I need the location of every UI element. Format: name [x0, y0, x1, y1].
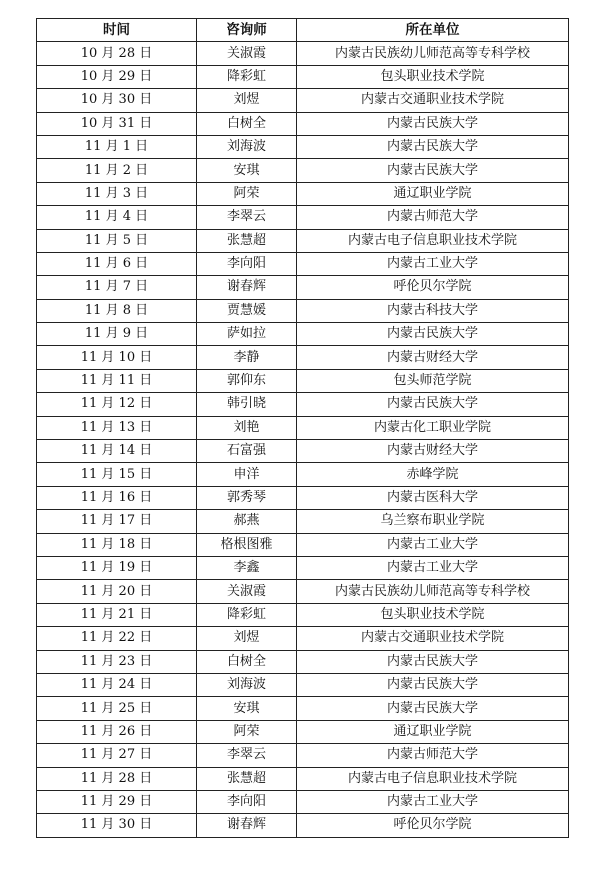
cell-organization: 乌兰察布职业学院: [297, 510, 569, 533]
cell-date: 11 月 8 日: [37, 299, 197, 322]
cell-organization: 内蒙古师范大学: [297, 206, 569, 229]
cell-date: 11 月 3 日: [37, 182, 197, 205]
cell-date: 11 月 25 日: [37, 697, 197, 720]
cell-counselor: 刘海波: [197, 135, 297, 158]
cell-counselor: 郭仰东: [197, 369, 297, 392]
cell-organization: 内蒙古财经大学: [297, 440, 569, 463]
cell-counselor: 郭秀琴: [197, 486, 297, 509]
cell-organization: 内蒙古工业大学: [297, 252, 569, 275]
cell-date: 11 月 12 日: [37, 393, 197, 416]
cell-organization: 呼伦贝尔学院: [297, 276, 569, 299]
cell-counselor: 阿荣: [197, 182, 297, 205]
cell-date: 11 月 17 日: [37, 510, 197, 533]
table-row: [37, 416, 569, 439]
cell-date: 11 月 30 日: [37, 814, 197, 837]
cell-organization: 呼伦贝尔学院: [297, 814, 569, 837]
table-row: [37, 112, 569, 135]
cell-organization: 内蒙古民族大学: [297, 650, 569, 673]
cell-counselor: 格根图雅: [197, 533, 297, 556]
cell-counselor: 萨如拉: [197, 323, 297, 346]
cell-organization: 内蒙古交通职业技术学院: [297, 89, 569, 112]
cell-counselor: 贾慧媛: [197, 299, 297, 322]
table-row: [37, 720, 569, 743]
table-row: [37, 182, 569, 205]
cell-date: 11 月 22 日: [37, 627, 197, 650]
table-row: [37, 533, 569, 556]
cell-organization: 内蒙古财经大学: [297, 346, 569, 369]
cell-organization: 内蒙古民族大学: [297, 135, 569, 158]
cell-counselor: 降彩虹: [197, 65, 297, 88]
schedule-table: [36, 18, 569, 838]
cell-counselor: 李翠云: [197, 206, 297, 229]
cell-organization: 内蒙古民族大学: [297, 159, 569, 182]
cell-date: 11 月 23 日: [37, 650, 197, 673]
cell-counselor: 安琪: [197, 159, 297, 182]
table-row: [37, 440, 569, 463]
table-row: [37, 463, 569, 486]
cell-counselor: 刘煜: [197, 627, 297, 650]
table-row: [37, 206, 569, 229]
cell-organization: 内蒙古交通职业技术学院: [297, 627, 569, 650]
cell-counselor: 降彩虹: [197, 603, 297, 626]
cell-counselor: 刘煜: [197, 89, 297, 112]
cell-counselor: 李向阳: [197, 252, 297, 275]
table-row: [37, 510, 569, 533]
table-row: [37, 346, 569, 369]
cell-organization: 内蒙古工业大学: [297, 790, 569, 813]
schedule-table-container: [36, 18, 568, 838]
cell-date: 10 月 28 日: [37, 42, 197, 65]
cell-counselor: 刘海波: [197, 673, 297, 696]
cell-organization: 内蒙古化工职业学院: [297, 416, 569, 439]
cell-date: 11 月 10 日: [37, 346, 197, 369]
cell-counselor: 李鑫: [197, 556, 297, 579]
table-row: [37, 814, 569, 837]
cell-date: 11 月 14 日: [37, 440, 197, 463]
table-row: [37, 89, 569, 112]
cell-organization: 内蒙古电子信息职业技术学院: [297, 229, 569, 252]
cell-organization: 通辽职业学院: [297, 182, 569, 205]
cell-counselor: 谢春辉: [197, 276, 297, 299]
cell-date: 11 月 1 日: [37, 135, 197, 158]
cell-organization: 内蒙古民族幼儿师范高等专科学校: [297, 580, 569, 603]
cell-date: 11 月 9 日: [37, 323, 197, 346]
cell-organization: 内蒙古科技大学: [297, 299, 569, 322]
cell-counselor: 石富强: [197, 440, 297, 463]
cell-date: 11 月 26 日: [37, 720, 197, 743]
header-counselor: 咨询师: [197, 19, 297, 42]
cell-counselor: 白树全: [197, 650, 297, 673]
cell-date: 11 月 11 日: [37, 369, 197, 392]
table-row: [37, 744, 569, 767]
cell-organization: 内蒙古师范大学: [297, 744, 569, 767]
cell-counselor: 张慧超: [197, 229, 297, 252]
table-row: [37, 299, 569, 322]
table-row: [37, 229, 569, 252]
cell-counselor: 谢春辉: [197, 814, 297, 837]
table-row: [37, 135, 569, 158]
table-row: [37, 323, 569, 346]
cell-counselor: 李翠云: [197, 744, 297, 767]
table-row: [37, 697, 569, 720]
cell-date: 11 月 16 日: [37, 486, 197, 509]
cell-organization: 赤峰学院: [297, 463, 569, 486]
table-row: [37, 65, 569, 88]
cell-organization: 内蒙古民族大学: [297, 323, 569, 346]
table-row: [37, 790, 569, 813]
cell-date: 11 月 29 日: [37, 790, 197, 813]
cell-organization: 内蒙古民族大学: [297, 697, 569, 720]
cell-counselor: 李静: [197, 346, 297, 369]
cell-date: 11 月 18 日: [37, 533, 197, 556]
table-row: [37, 252, 569, 275]
cell-counselor: 关淑霞: [197, 580, 297, 603]
cell-date: 10 月 30 日: [37, 89, 197, 112]
cell-organization: 内蒙古民族大学: [297, 673, 569, 696]
table-row: [37, 603, 569, 626]
cell-date: 11 月 19 日: [37, 556, 197, 579]
table-header-row: [37, 19, 569, 42]
cell-date: 11 月 28 日: [37, 767, 197, 790]
cell-organization: 通辽职业学院: [297, 720, 569, 743]
table-row: [37, 369, 569, 392]
cell-date: 11 月 13 日: [37, 416, 197, 439]
cell-organization: 内蒙古工业大学: [297, 533, 569, 556]
cell-counselor: 白树全: [197, 112, 297, 135]
cell-date: 11 月 6 日: [37, 252, 197, 275]
cell-counselor: 李向阳: [197, 790, 297, 813]
table-row: [37, 650, 569, 673]
cell-date: 11 月 21 日: [37, 603, 197, 626]
cell-counselor: 刘艳: [197, 416, 297, 439]
cell-organization: 包头师范学院: [297, 369, 569, 392]
cell-date: 11 月 4 日: [37, 206, 197, 229]
cell-organization: 包头职业技术学院: [297, 65, 569, 88]
header-organization: 所在单位: [297, 19, 569, 42]
cell-date: 10 月 31 日: [37, 112, 197, 135]
cell-date: 11 月 20 日: [37, 580, 197, 603]
cell-date: 11 月 24 日: [37, 673, 197, 696]
table-row: [37, 580, 569, 603]
cell-date: 10 月 29 日: [37, 65, 197, 88]
table-row: [37, 393, 569, 416]
table-row: [37, 556, 569, 579]
table-row: [37, 486, 569, 509]
cell-date: 11 月 27 日: [37, 744, 197, 767]
cell-counselor: 安琪: [197, 697, 297, 720]
cell-organization: 内蒙古电子信息职业技术学院: [297, 767, 569, 790]
header-date: 时间: [37, 19, 197, 42]
cell-counselor: 张慧超: [197, 767, 297, 790]
cell-organization: 内蒙古医科大学: [297, 486, 569, 509]
cell-counselor: 郝燕: [197, 510, 297, 533]
cell-counselor: 关淑霞: [197, 42, 297, 65]
cell-organization: 包头职业技术学院: [297, 603, 569, 626]
table-body: [37, 42, 569, 837]
cell-date: 11 月 2 日: [37, 159, 197, 182]
cell-organization: 内蒙古工业大学: [297, 556, 569, 579]
cell-organization: 内蒙古民族大学: [297, 393, 569, 416]
cell-counselor: 申洋: [197, 463, 297, 486]
table-row: [37, 42, 569, 65]
cell-date: 11 月 5 日: [37, 229, 197, 252]
cell-counselor: 韩引晓: [197, 393, 297, 416]
cell-organization: 内蒙古民族幼儿师范高等专科学校: [297, 42, 569, 65]
table-row: [37, 627, 569, 650]
cell-date: 11 月 7 日: [37, 276, 197, 299]
table-row: [37, 767, 569, 790]
table-row: [37, 276, 569, 299]
table-row: [37, 673, 569, 696]
table-row: [37, 159, 569, 182]
cell-date: 11 月 15 日: [37, 463, 197, 486]
cell-counselor: 阿荣: [197, 720, 297, 743]
cell-organization: 内蒙古民族大学: [297, 112, 569, 135]
